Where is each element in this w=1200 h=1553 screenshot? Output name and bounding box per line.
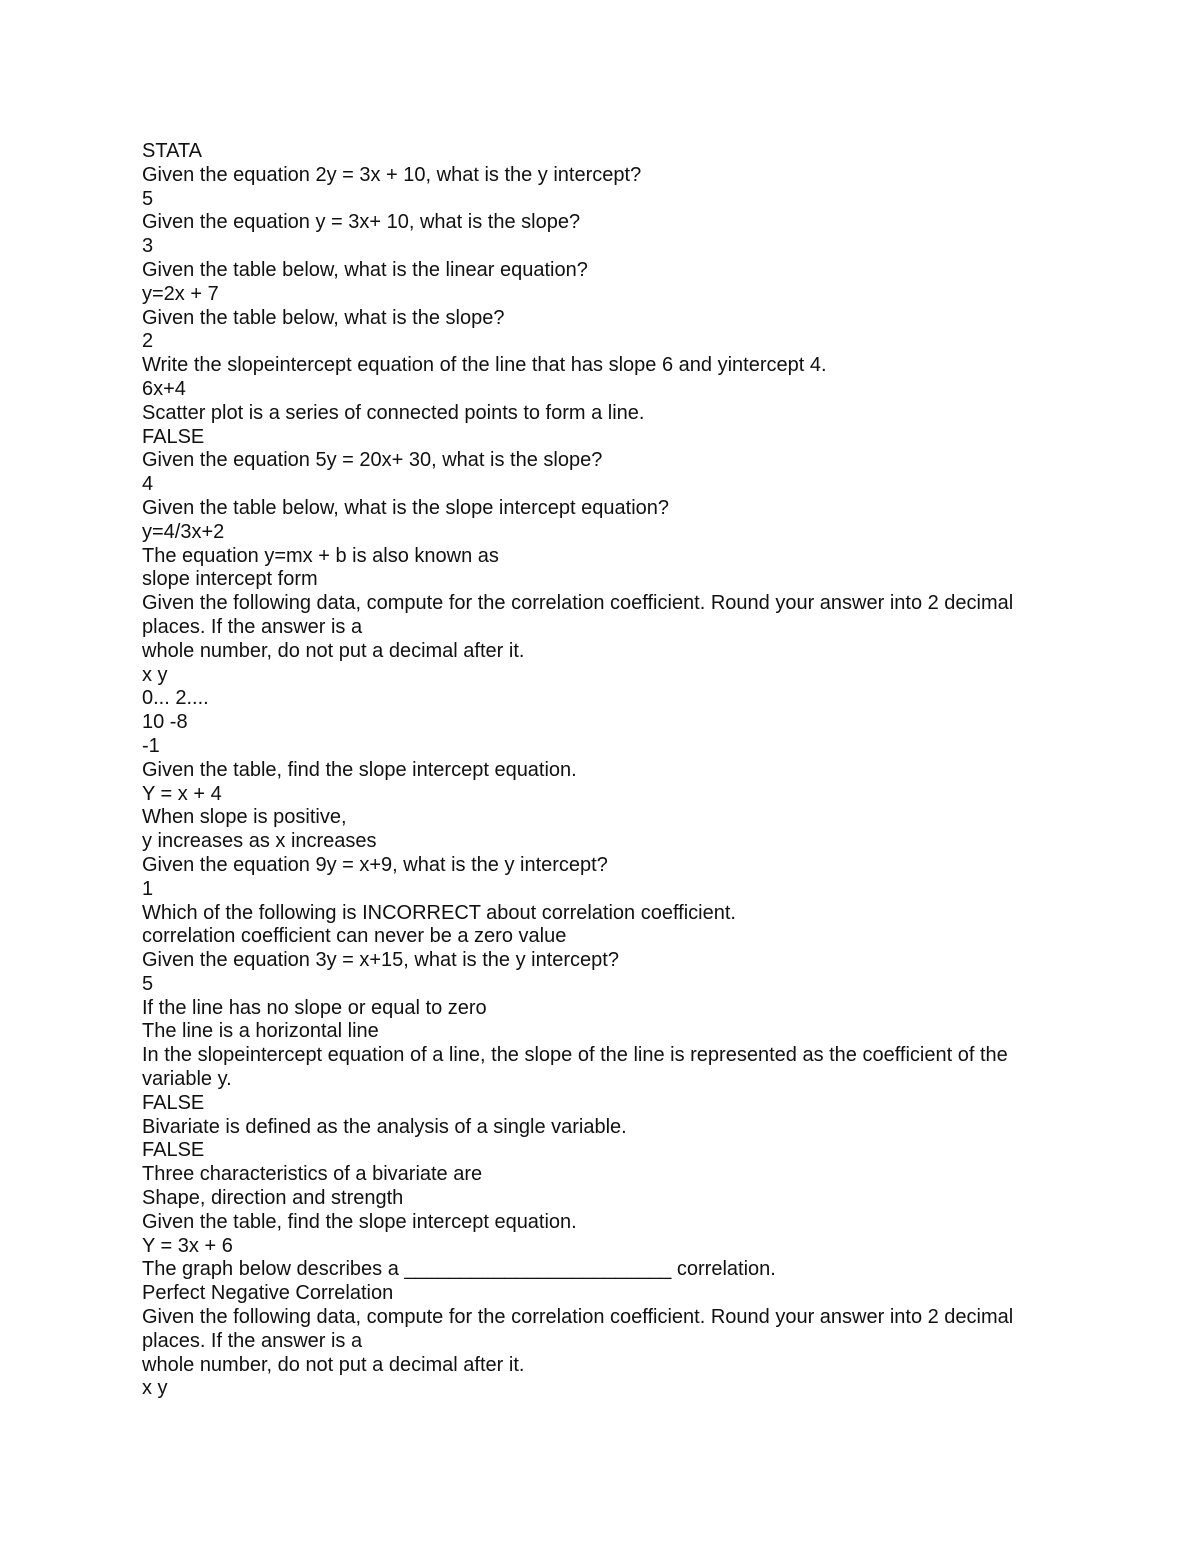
answer-line: FALSE	[142, 1091, 205, 1114]
question-line: Bivariate is defined as the analysis of a single variable.	[142, 1115, 627, 1138]
answer-line: 1	[142, 877, 154, 900]
question-line: If the line has no slope or equal to zero	[142, 996, 487, 1019]
question-line: places. If the answer is a	[142, 1329, 363, 1352]
answer-line: Y = 3x + 6	[142, 1234, 233, 1257]
data-header-line: x y	[142, 1377, 168, 1400]
question-line: Given the following data, compute for the correlation coefficient. Round your answer into 2 decimal	[142, 592, 1014, 615]
question-line: When slope is positive,	[142, 806, 347, 829]
answer-line: 5	[142, 187, 154, 210]
answer-line: y increases as x increases	[142, 830, 377, 853]
question-line: Given the equation 3y = x+15, what is the y intercept?	[142, 949, 619, 972]
answer-line: 2	[142, 330, 154, 353]
question-line: Given the table below, what is the slope?	[142, 306, 505, 329]
question-line: Given the equation 9y = x+9, what is the y intercept?	[142, 853, 608, 876]
question-line: Given the table below, what is the slope intercept equation?	[142, 496, 670, 519]
question-line: Write the slopeintercept equation of the line that has slope 6 and yintercept 4.	[142, 354, 827, 377]
answer-line: slope intercept form	[142, 568, 318, 591]
question-line: Three characteristics of a bivariate are	[142, 1163, 483, 1186]
question-line: Given the table, find the slope intercept equation.	[142, 758, 577, 781]
answer-line: correlation coefficient can never be a zero value	[142, 925, 567, 948]
answer-line: 3	[142, 235, 154, 258]
answer-line: Perfect Negative Correlation	[142, 1282, 394, 1305]
answer-line: y=2x + 7	[142, 282, 219, 305]
question-line: Given the following data, compute for the correlation coefficient. Round your answer into 2 decimal	[142, 1306, 1014, 1329]
question-line: whole number, do not put a decimal after it.	[142, 639, 525, 662]
question-line: Given the equation y = 3x+ 10, what is the slope?	[142, 211, 581, 234]
document-title: STATA	[142, 140, 202, 162]
question-line: Given the equation 5y = 20x+ 30, what is the slope?	[142, 449, 603, 472]
answer-line: Y = x + 4	[142, 782, 222, 805]
question-line: In the slopeintercept equation of a line, the slope of the line is represented as the coefficient of the	[142, 1044, 1008, 1067]
data-row-line: 0... 2....	[142, 687, 209, 710]
question-line: variable y.	[142, 1068, 232, 1091]
answer-line: y=4/3x+2	[142, 520, 225, 543]
answer-line: -1	[142, 734, 160, 757]
answer-line: FALSE	[142, 1139, 205, 1162]
question-line: Given the table, find the slope intercept equation.	[142, 1210, 577, 1233]
document-body	[142, 140, 1072, 1401]
answer-line: FALSE	[142, 425, 205, 448]
question-line: The equation y=mx + b is also known as	[142, 544, 499, 567]
data-row-line: 10 -8	[142, 711, 188, 734]
answer-line: 5	[142, 972, 154, 995]
question-line: Given the equation 2y = 3x + 10, what is the y intercept?	[142, 163, 642, 186]
answer-line: 4	[142, 473, 154, 496]
question-line: Which of the following is INCORRECT about correlation coefficient.	[142, 901, 736, 924]
answer-line: 6x+4	[142, 377, 186, 400]
question-line: places. If the answer is a	[142, 615, 363, 638]
data-header-line: x y	[142, 663, 168, 686]
question-line: The graph below describes a ________________________ correlation.	[142, 1258, 776, 1281]
question-line: Given the table below, what is the linear equation?	[142, 258, 588, 281]
question-line: whole number, do not put a decimal after it.	[142, 1353, 525, 1376]
question-line: Scatter plot is a series of connected points to form a line.	[142, 401, 645, 424]
answer-line: Shape, direction and strength	[142, 1187, 404, 1210]
answer-line: The line is a horizontal line	[142, 1020, 379, 1043]
